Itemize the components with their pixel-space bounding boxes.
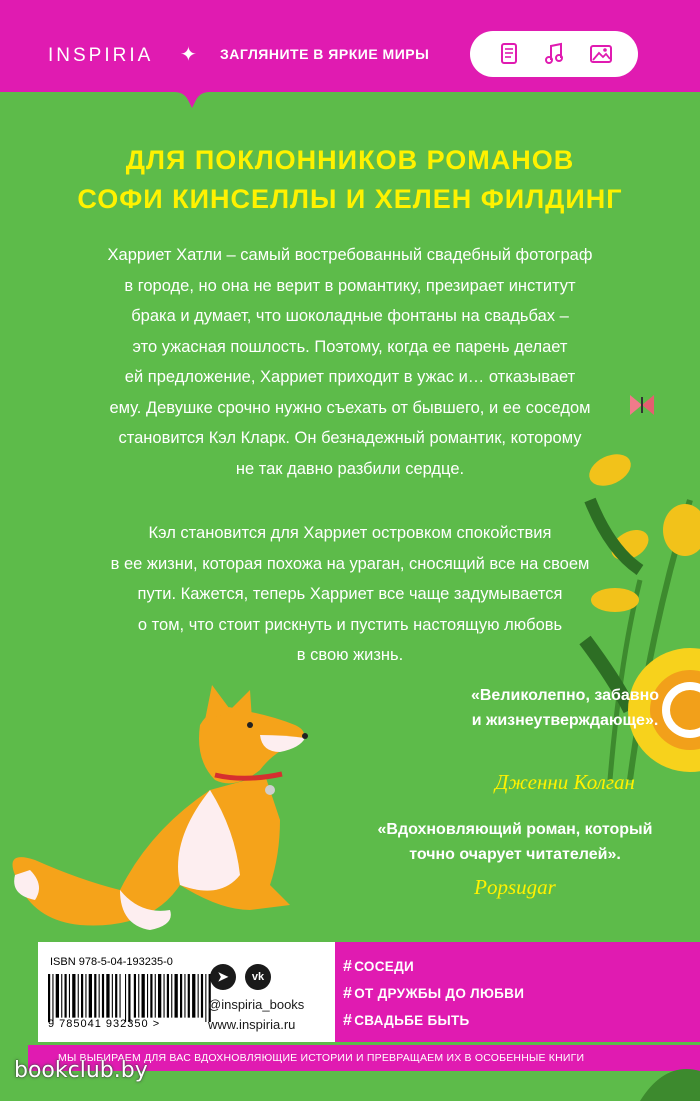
paragraph-line: ему. Девушке срочно нужно съехать от бывшего, и ее соседом (109, 398, 591, 417)
paragraph-line: Харриет Хатли – самый востребованный свадебный фотограф (107, 246, 593, 264)
paragraph-line: брака и думает, что шоколадные фонтаны на свадьбах – (131, 307, 569, 325)
tag-label: СОСЕДИ (354, 959, 414, 974)
corgi-dog-illustration (0, 680, 320, 940)
quote-1 (440, 683, 690, 733)
leaf-decoration (640, 1061, 700, 1101)
tag-label: СВАДЬБЕ БЫТЬ (354, 1013, 470, 1028)
paragraph-line: Кэл становится для Харриет островком спокойствия (148, 524, 552, 542)
watermark: bookclub.by (14, 1058, 148, 1083)
website-link[interactable]: www.inspiria.ru (208, 1017, 296, 1032)
barcode-panel (38, 942, 335, 1042)
vk-icon[interactable]: vk (245, 964, 271, 990)
paragraph-line: становится Кэл Кларк. Он безнадежный романтик, которому (118, 429, 582, 447)
tag-item[interactable] (343, 1012, 470, 1030)
paragraph-line: в городе, но она не верит в романтику, презирает институт (124, 276, 576, 295)
paragraph-2 (30, 518, 670, 671)
ebook-icon[interactable] (496, 41, 522, 67)
headline-line-2: СОФИ КИНСЕЛЛЫ И ХЕЛЕН ФИЛДИНГ (77, 184, 623, 214)
star-icon: ✦ (180, 44, 197, 66)
publisher-brand: INSPIRIA (48, 45, 154, 66)
slogan: ЗАГЛЯНИТЕ В ЯРКИЕ МИРЫ (220, 46, 430, 62)
paragraph-line: о том, что стоит рискнуть и пустить настоящую любовь (137, 615, 563, 634)
quote-line: «Вдохновляющий роман, который (377, 821, 653, 838)
music-icon[interactable] (541, 41, 567, 67)
hash-symbol: # (343, 1012, 353, 1029)
image-icon[interactable] (588, 41, 614, 67)
telegram-icon[interactable]: ➤ (210, 964, 236, 990)
tag-item[interactable] (343, 958, 414, 976)
hash-symbol: # (343, 985, 353, 1002)
paragraph-line: в свою жизнь. (296, 646, 404, 664)
paragraph-line: ей предложение, Харриет приходит в ужас и… отказывает (124, 368, 576, 386)
quote-line: «Великолепно, забавно (470, 687, 660, 704)
media-pill (470, 31, 638, 77)
paragraph-line: в ее жизни, которая похожа на ураган, сносящий все на своем (110, 554, 590, 573)
headline-line-1: ДЛЯ ПОКЛОННИКОВ РОМАНОВ (125, 145, 575, 175)
paragraph-line: пути. Кажется, теперь Харриет все чаще задумывается (137, 585, 563, 603)
quote-line: точно очарует читателей». (409, 846, 621, 863)
barcode (48, 974, 213, 1022)
quote-1-author: Дженни Колган (495, 770, 635, 794)
quote-line: и жизнеутверждающе». (471, 712, 659, 729)
paragraph-line: не так давно разбили сердце. (235, 459, 465, 478)
tag-item[interactable] (343, 985, 524, 1003)
paragraph-1 (30, 240, 670, 484)
quote-2 (330, 817, 700, 867)
paragraph-line: это ужасная пошлость. Поэтому, когда ее парень делает (132, 337, 568, 356)
tag-label: ОТ ДРУЖБЫ ДО ЛЮБВИ (354, 986, 525, 1001)
quote-2-author: Popsugar (474, 875, 556, 899)
social-handle[interactable]: @inspiria_books (208, 997, 305, 1012)
barcode-number: 9 785041 932350 > (48, 1018, 161, 1030)
tags-panel (335, 942, 700, 1042)
footer-slogan: МЫ ВЫБИРАЕМ ДЛЯ ВАС ВДОХНОВЛЯЮЩИЕ ИСТОРИИ И ПРЕВРАЩАЕМ ИХ В ОСОБЕННЫЕ КНИГИ (58, 1052, 585, 1064)
hash-symbol: # (343, 958, 353, 975)
isbn-text: ISBN 978-5-04-193235-0 (50, 956, 173, 968)
